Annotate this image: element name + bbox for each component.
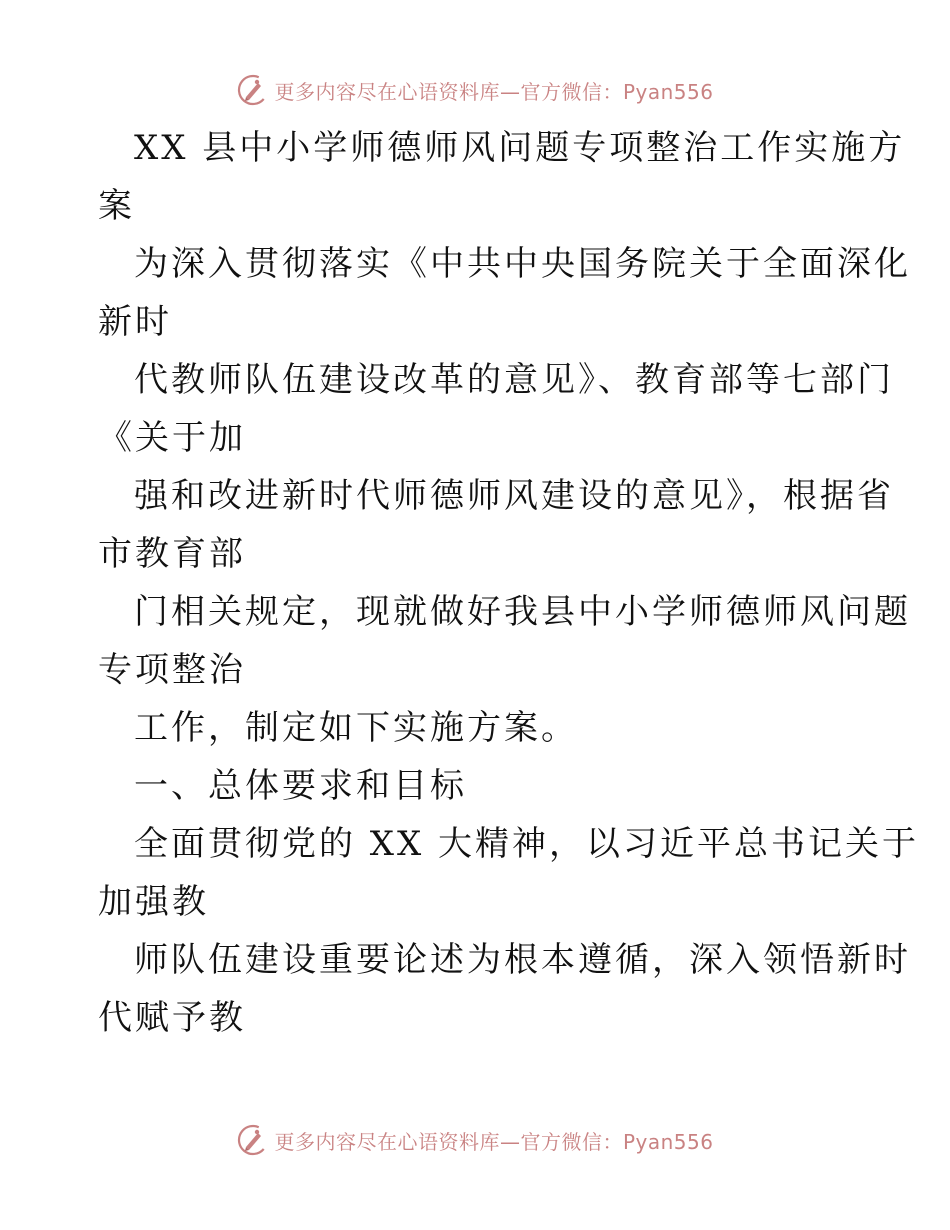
- doc-line-11: 工作，制定如下实施方案。: [134, 708, 578, 748]
- pen-swirl-logo-icon: [236, 73, 270, 107]
- doc-line-15: 师队伍建设重要论述为根本遵循，深入领悟新时: [134, 940, 911, 980]
- doc-line-12: 一、总体要求和目标: [134, 766, 467, 806]
- doc-line-7: 强和改进新时代师德师风建设的意见》，根据省: [134, 476, 894, 516]
- doc-line-9: 门相关规定，现就做好我县中小学师德师风问题: [134, 592, 911, 632]
- doc-line-8: 市教育部: [98, 534, 246, 574]
- doc-line-4: 新时: [98, 302, 172, 342]
- doc-line-3: 为深入贯彻落实《中共中央国务院关于全面深化: [134, 244, 911, 284]
- doc-line-1: XX 县中小学师德师风问题专项整治工作实施方: [134, 128, 906, 168]
- doc-line-13: 全面贯彻党的 XX 大精神，以习近平总书记关于: [134, 824, 920, 864]
- watermark-text-top: 更多内容尽在心语资料库—官方微信：Pyan556: [274, 79, 714, 104]
- doc-line-6: 《关于加: [98, 418, 246, 458]
- doc-line-5: 代教师队伍建设改革的意见》、教育部等七部门: [134, 360, 894, 400]
- watermark-banner-bottom: [0, 1120, 950, 1160]
- doc-line-14: 加强教: [98, 882, 209, 922]
- watermark-banner-top: [0, 70, 950, 110]
- watermark-text-bottom: 更多内容尽在心语资料库—官方微信：Pyan556: [274, 1129, 714, 1154]
- doc-line-2: 案: [98, 186, 135, 226]
- pen-swirl-logo-icon: [236, 1123, 270, 1157]
- doc-line-10: 专项整治: [98, 650, 246, 690]
- doc-line-16: 代赋予教: [98, 998, 246, 1038]
